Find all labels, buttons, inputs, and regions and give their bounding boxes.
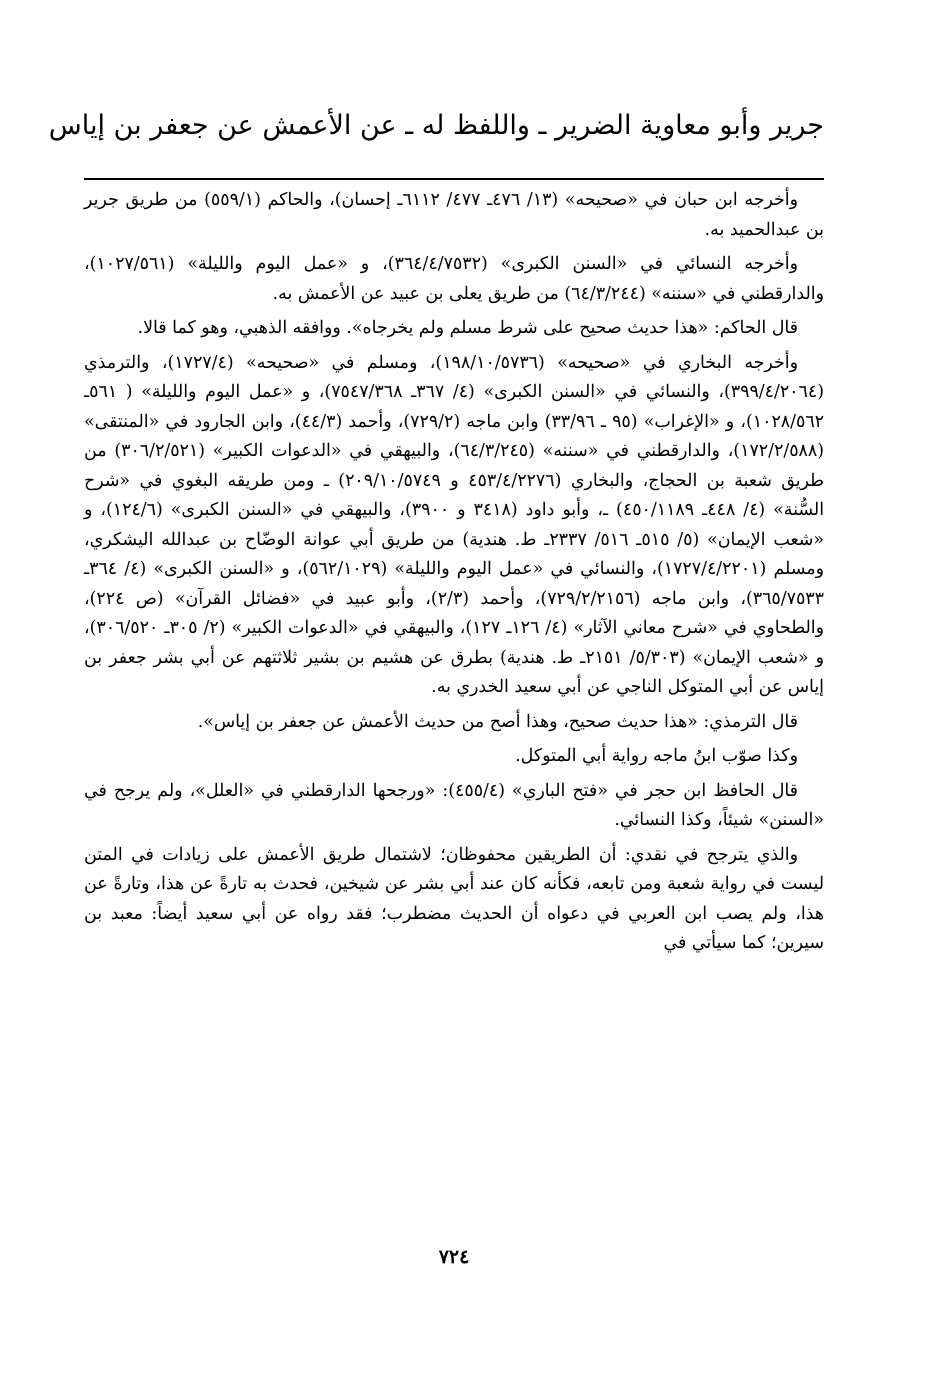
paragraph-bukhari-takhrij: وأخرجه البخاري في «صحيحه» (١٩٨/١٠/٥٧٣٦)، ومسلم في «صحيحه» (١٧٢٧/٤)، والترمذي (٣٩٩/٤/٢٠٦٤)، والنسائي في «السنن الكبرى» (٤/ ٣٦٧ـ ٧٥٤٧/٣٦٨)، و «عمل اليوم والليلة» ( ٥٦١ـ ١٠٢٨/٥٦٢)، و «الإغراب» (٩٥ ـ ٣٣/٩٦) وابن ماجه (٧٢٩/٢)، وأحمد (٤٤/٣)، وابن الجارود في «المنتقى» (١٧٢/٢/٥٨٨)، والدارقطني في «سننه» (٦٤/٣/٢٤٥)، والبيهقي في «الدعوات الكبير» (٣٠٦/٢/٥٢١) من طريق شعبة بن الحجاج، والبخاري (٤٥٣/٤/٢٢٧٦ و ٢٠٩/١٠/٥٧٤٩) ـ ومن طريقه البغوي في «شرح السُّنة» (٤/ ٤٤٨ـ ٤٥٠/١١٨٩) ـ، وأبو داود (٣٤١٨ و ٣٩٠٠)، والبيهقي في «السنن الكبرى» (١٢٤/٦)، و «شعب الإيمان» (٥/ ٥١٥ـ ٥١٦/ ٢٣٣٧ـ ط. هندية) من طريق أبي عوانة الوضّاح بن عبدالله اليشكري، ومسلم (١٧٢٧/٤/٢٢٠١)، والنسائي في «عمل اليوم والليلة» (٥٦٢/١٠٢٩)، و «السنن الكبرى» (٤/ ٣٦٤ـ ٣٦٥/٧٥٣٣)، وابن ماجه (٧٢٩/٢/٢١٥٦)، وأحمد (٢/٣)، وأبو عبيد في «فضائل القرآن» (ص ٢٢٤)، والطحاوي في «شرح معاني الآثار» (٤/ ١٢٦ـ ١٢٧)، والبيهقي في «الدعوات الكبير» (٢/ ٣٠٥ـ ٣٠٦/٥٢٠)، و «شعب الإيمان» (٥/٣٠٣/ ٢١٥١ـ ط. هندية) بطرق عن هشيم بن بشير ثلاثتهم عن أبي بشر جعفر بن إياس عن أبي المتوكل الناجي عن أبي سعيد الخدري به. [84,352,825,697]
paragraph-tirmidhi-verdict: قال الترمذي: «هذا حديث صحيح، وهذا أصح من حديث الأعمش عن جعفر بن إياس». [197,711,798,732]
header-rule [84,178,824,180]
paragraph-author-verdict: والذي يترجح في نقدي: أن الطريقين محفوظان؛ لاشتمال طريق الأعمش على زيادات في المتن ليست في رواية شعبة ومن تابعه، فكأنه كان عند أبي بشر عن شيخين، فحدث به تارةً عن هذا، وتارةً عن هذا، ولم يصب ابن العربي في دعواه أن الحديث مضطرب؛ فقد رواه عن أبي سعيد أيضاً: معبد بن سيرين؛ كما سيأتي في [84,844,824,953]
page-number: ٧٢٤ [438,1246,470,1268]
running-head: جرير وأبو معاوية الضرير ـ واللفظ له ـ عن الأعمش عن جعفر بن إياس [48,110,824,141]
paragraph-hakim-verdict: قال الحاكم: «هذا حديث صحيح على شرط مسلم ولم يخرجاه». ووافقه الذهبي، وهو كما قالا. [137,318,798,338]
paragraph-ibn-hibban: وأخرجه ابن حبان في «صحيحه» (١٣/ ٤٧٦ـ ٤٧٧/ ٦١١٢ـ إحسان)، والحاكم (٥٥٩/١) من طريق جرير بن عبدالحميد به. [84,190,824,240]
paragraph-ibn-majah: وكذا صوّب ابنُ ماجه رواية أبي المتوكل. [515,746,798,766]
paragraph-ibn-hajar: قال الحافظ ابن حجر في «فتح الباري» (٤٥٥/٤): «ورجحها الدارقطني في «العلل»، ولم يرجح في «السنن» شيئاً، وكذا النسائي. [84,780,824,830]
paragraph-nasai: وأخرجه النسائي في «السنن الكبرى» (٣٦٤/٤/٧٥٣٢)، و «عمل اليوم والليلة» (١٠٢٧/٥٦١)، والدارقطني في «سننه» (٦٤/٣/٢٤٤) من طريق يعلى بن عبيد عن الأعمش به. [84,254,824,304]
body-text [84,186,824,964]
book-page [48,0,825,1375]
